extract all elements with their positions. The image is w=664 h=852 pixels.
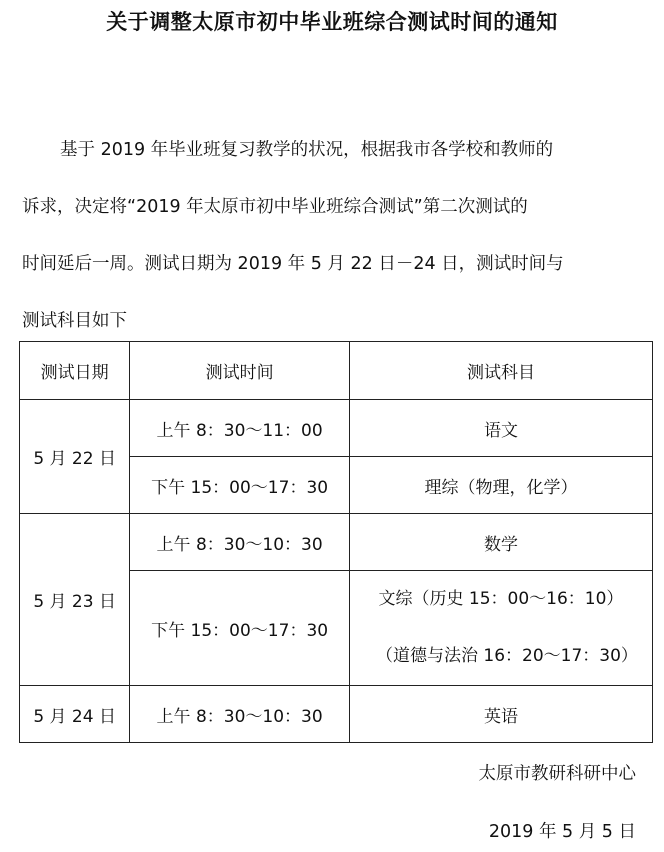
table-header-row xyxy=(20,342,653,400)
body-line-3: 时间延后一周。测试日期为 2019 年 5 月 22 日－24 日，测试时间与 xyxy=(22,254,564,274)
body-line-2: 诉求，决定将“2019 年太原市初中毕业班综合测试”第二次测试的 xyxy=(22,197,528,217)
schedule-table xyxy=(19,341,653,743)
time-cell: 下午 15：00～17：30 xyxy=(130,571,350,686)
table-row xyxy=(20,514,653,571)
subject-cell: 语文 xyxy=(349,400,652,457)
body-line-1: 基于 2019 年毕业班复习教学的状况，根据我市各学校和教师的 xyxy=(60,140,554,160)
date-cell: 5 月 24 日 xyxy=(20,686,130,743)
notice-title: 关于调整太原市初中毕业班综合测试时间的通知 xyxy=(106,10,558,34)
table-row xyxy=(20,400,653,457)
date-cell: 5 月 23 日 xyxy=(20,514,130,686)
body-line-4: 测试科目如下 xyxy=(22,311,127,331)
time-cell: 上午 8：30～11：00 xyxy=(130,400,350,457)
table-row xyxy=(20,686,653,743)
subject-cell xyxy=(349,571,652,686)
subject-cell: 数学 xyxy=(349,514,652,571)
header-time: 测试时间 xyxy=(130,342,350,400)
issuer-signature: 太原市教研科研中心 xyxy=(478,764,636,784)
date-cell: 5 月 22 日 xyxy=(20,400,130,514)
subject-line: 文综（历史 15：00～16：10） xyxy=(378,589,624,609)
subject-cell: 理综（物理，化学） xyxy=(349,457,652,514)
time-cell: 上午 8：30～10：30 xyxy=(130,514,350,571)
issue-date: 2019 年 5 月 5 日 xyxy=(488,822,636,842)
header-date: 测试日期 xyxy=(20,342,130,400)
header-subject: 测试科目 xyxy=(349,342,652,400)
subject-line: （道德与法治 16：20～17：30） xyxy=(375,646,638,666)
time-cell: 上午 8：30～10：30 xyxy=(130,686,350,743)
notice-body xyxy=(22,122,642,350)
time-cell: 下午 15：00～17：30 xyxy=(130,457,350,514)
subject-cell: 英语 xyxy=(349,686,652,743)
